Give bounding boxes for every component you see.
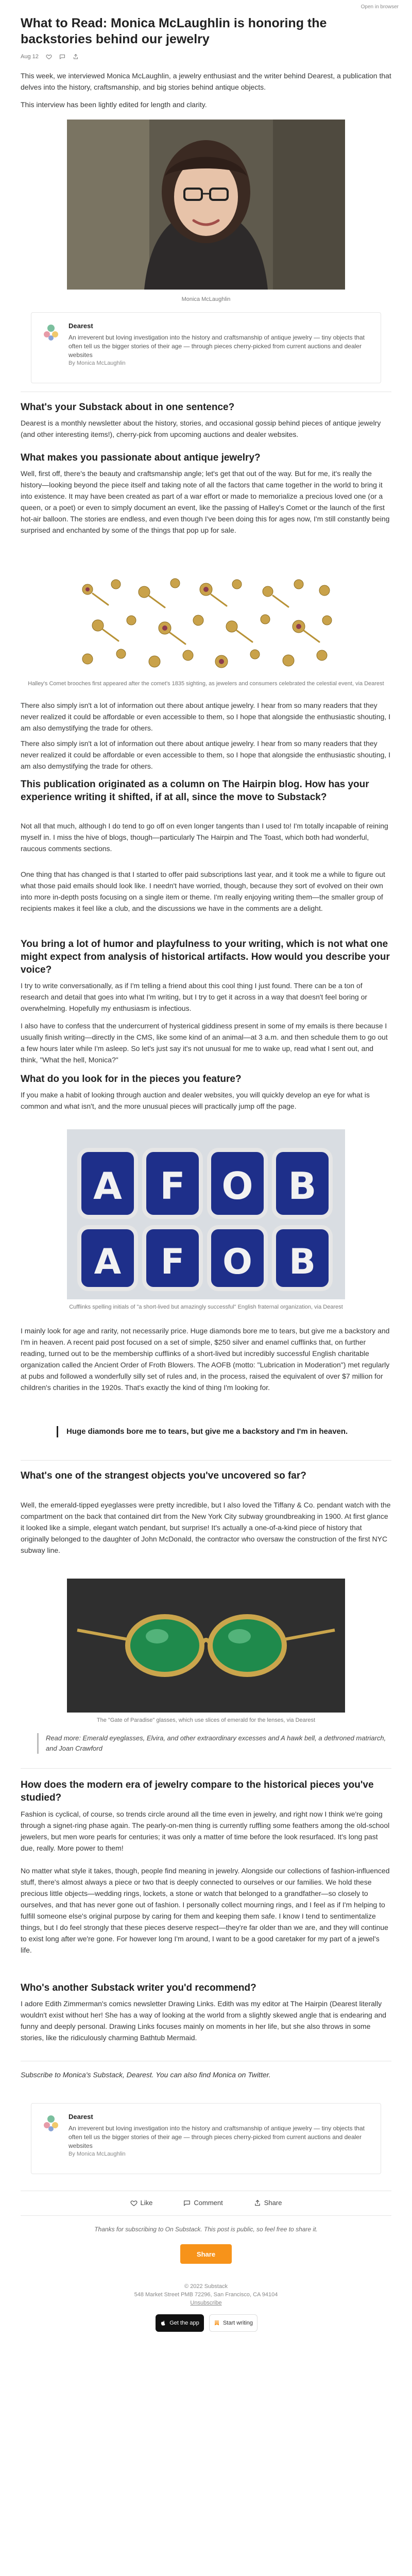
- answer-2b: There also simply isn't a lot of information out there about antique jewelry. I hear from so many readers that they never realized it could be affordable or even accessible to them, so I hope that alongside the enthusiastic shouting, I am also demystifying the trade for others.: [21, 701, 391, 732]
- unsubscribe-link[interactable]: Unsubscribe: [190, 2300, 222, 2306]
- share-post-button[interactable]: Share: [180, 2244, 232, 2264]
- question-4: You bring a lot of humor and playfulness to your writing, which is not what one might expect from analysis of historical artifacts. How would you describe your voice?: [21, 939, 390, 975]
- answer-3b: One thing that has changed is that I started to offer paid subscriptions last year, and it took me a while to figure out what those paid emails should look like. I needn't have worried, though, because they sort of evolved on their own into more in-depth posts focusing on a single item or theme. I'm really enjoying writing them—the smaller group of recipients makes it feel like a club, and the discussions we have in the comments are a delight.: [21, 870, 385, 912]
- svg-text:A: A: [94, 1242, 122, 1282]
- start-writing-button[interactable]: [209, 2314, 258, 2332]
- answer-1: Dearest is a monthly newsletter about the history, stories, and occasional gossip behind pieces of antique jewelry (and other interesting items!), cherry-pick from upcoming auctions and dealer websites.: [21, 419, 381, 438]
- cufflinks-image: [67, 1129, 345, 1299]
- share-button[interactable]: [254, 2199, 282, 2207]
- like-meta[interactable]: [46, 54, 52, 60]
- post-date: Aug 12: [21, 54, 39, 60]
- read-more-note[interactable]: Read more: Emerald eyeglasses, Elvira, and other extraordinary excesses and A hawk bell, a dethroned matriarch, and Joan Crawford: [37, 1733, 387, 1754]
- divider-2: [21, 1460, 391, 1461]
- answer-2c: There also simply isn't a lot of information out there about antique jewelry. I hear from so many readers that they never realized it could be affordable or even accessible to them, so I hope that alongside the enthusiastic shouting, I am also demystifying the trade for others.: [21, 739, 391, 770]
- svg-text:F: F: [160, 1242, 185, 1282]
- answer-5: If you make a habit of looking through auction and dealer websites, you will quickly develop an eye for what is common and what isn't, and the more unusual pieces will practically jump off the page.: [21, 1091, 370, 1110]
- brooches-image: [67, 569, 345, 677]
- dearest-logo-icon: [41, 322, 61, 343]
- comment-icon: [59, 54, 65, 60]
- question-1: What's your Substack about in one sentence?: [21, 402, 235, 413]
- publication-description: An irreverent but loving investigation into the history and craftsmanship of antique jewelry — tiny objects that often tell us the bigger stories of their age — through pieces cherry-picked from current auctions and dealer websites: [68, 334, 365, 359]
- question-7: How does the modern era of jewelry compare to the historical pieces you've studied?: [21, 1780, 374, 1803]
- like-button[interactable]: [130, 2199, 153, 2207]
- answer-4: I try to write conversationally, as if I'm telling a friend about this cool thing I just found. There can be a ton of research and detail that goes into what I'm writing, but I try to get it across in a way that doesn't feel boring or overwhelming. Hopefully my enthusiasm is infectious.: [21, 981, 368, 1012]
- subscribe-note[interactable]: Subscribe to Monica's Substack, Dearest. You can also find Monica on Twitter.: [21, 2071, 271, 2079]
- get-app-button[interactable]: [156, 2314, 204, 2332]
- brooches-caption: Halley's Comet brooches first appeared after the comet's 1835 sighting, as jewelers and consumers celebrated the celestial event, via Dearest: [28, 681, 384, 687]
- emerald-glasses-caption: The "Gate of Paradise" glasses, which use slices of emerald for the lenses, via Dearest: [96, 1717, 316, 1723]
- share-icon: [73, 54, 79, 60]
- get-app-label: Get the app: [169, 2320, 199, 2326]
- share-label: Share: [264, 2199, 282, 2207]
- divider-6: [21, 2215, 391, 2216]
- publication-card-bottom[interactable]: [31, 2103, 381, 2174]
- share-meta[interactable]: [73, 54, 79, 60]
- publication-byline: By Monica McLaughlin: [68, 2151, 126, 2157]
- comment-meta[interactable]: [59, 54, 65, 60]
- comment-label: Comment: [194, 2199, 223, 2207]
- heart-icon: [46, 54, 52, 60]
- publication-name: Dearest: [68, 322, 93, 330]
- edited-note: This interview has been lightly edited for length and clarity.: [21, 100, 207, 109]
- cufflinks-caption: Cufflinks spelling initials of "a short-lived but amazingly successful" English fraternal organization, via Dearest: [69, 1304, 343, 1310]
- portrait-photo: [67, 120, 345, 290]
- answer-6: Well, the emerald-tipped eyeglasses were pretty incredible, but I also loved the Tiffany & Co. pendant watch with the compartment on the back that contained dirt from the New York City subway groundbreaking in 1900. At first glance it looked like a simple, elegant watch pendant, but surprise! It's actually a one-of-a-kind piece of history that originally belonged to the daughter of John McDonald, the contractor who oversaw the construction of the first NYC subway line.: [21, 1501, 391, 1554]
- question-5: What do you look for in the pieces you feature?: [21, 1074, 242, 1084]
- publication-name: Dearest: [68, 2113, 93, 2121]
- post-title: What to Read: Monica McLaughlin is honoring the backstories behind our jewelry: [21, 16, 327, 46]
- intro-paragraph: This week, we interviewed Monica McLaughlin, a jewelry enthusiast and the writer behind Dearest, a publication that delves into the history, craftsmanship, and big stories behind antique objects.: [21, 72, 391, 91]
- answer-7: Fashion is cyclical, of course, so trends circle around all the time even in jewelry, and right now I think we're going through a signet-ring phase again. The pearly-on-men thing is currently ruffling some feathers among the old-school jewelers, but men wore pearls for centuries; it was only a matter of time before the look resurfaced. It's long past due, really. More power to them!: [21, 1810, 390, 1852]
- publication-description: An irreverent but loving investigation into the history and craftsmanship of antique jewelry — tiny objects that often tell us the bigger stories of their age — through pieces cherry-picked from current auctions and dealer websites: [68, 2125, 365, 2149]
- svg-text:O: O: [222, 1242, 252, 1282]
- answer-2: Well, first off, there's the beauty and craftsmanship angle; let's get that out of the way. But for me, it's really the history—looking beyond the piece itself and taking note of all the factors that came together in the world to bring it into existence. It may have been created as part of a war effort or made to memorialize a precious loved one (or a queen, or a poet) or even to simply document an event, like the passing of Halley's Comet or the launch of the first hot-air balloon. The stories are endless, and even though I've been doing this for ages now, I'm still constantly being surprised and enchanted by some of the things that pop up for sale.: [21, 469, 390, 534]
- heart-icon: [130, 2199, 138, 2207]
- answer-8: I adore Edith Zimmerman's comics newsletter Drawing Links. Edith was my editor at The Hairpin (Dearest literally wouldn't exist without her! She has a way of looking at the world from a slightly skewed angle that is endearing and funny and deeply personal. Drawing Links focuses mainly on moments in her life, but she also throws in some stories, like the ridiculously charming Bathtub Mermaid.: [21, 1999, 387, 2042]
- footer-address: 548 Market Street PMB 72296, San Francisco, CA 94104: [134, 2292, 278, 2298]
- like-label: Like: [140, 2199, 153, 2207]
- share-icon: [254, 2199, 261, 2207]
- portrait-caption: Monica McLaughlin: [181, 296, 231, 302]
- answer-5b: I mainly look for age and rarity, not necessarily price. Huge diamonds bore me to tears, but give me a backstory and I'm in heaven. A recent paid post focused on a set of simple, $250 silver and enamel cufflinks that, on further reading, turned out to be the membership cufflinks of a short-lived but incredibly successful English charitable organization called the Ancient Order of Froth Blowers. The AOFB (motto: "Lubrication in Moderation") met regularly at pubs and followed a wonderfully silly set of rules and, in the process, raised the equivalent of over $7 million for children's charities in the 1920s. That's exactly the kind of thing I'm looking for.: [21, 1327, 390, 1392]
- question-6: What's one of the strangest objects you've uncovered so far?: [21, 1470, 306, 1481]
- publication-byline: By Monica McLaughlin: [68, 360, 126, 366]
- svg-text:B: B: [289, 1242, 316, 1282]
- comment-icon: [183, 2199, 191, 2207]
- question-2: What makes you passionate about antique jewelry?: [21, 452, 261, 463]
- svg-text:F: F: [160, 1164, 185, 1208]
- substack-logo-icon: [214, 2320, 220, 2326]
- comment-button[interactable]: [183, 2199, 222, 2207]
- post-meta: [21, 54, 79, 60]
- dearest-logo-icon: [41, 2113, 61, 2133]
- answer-3: Not all that much, although I do tend to go off on even longer tangents than I used to! I'm totally incapable of reining myself in. I miss the hive of blogs, though—particularly The Hairpin and The Toast, which both had wonderful, raucous comments sections.: [21, 822, 388, 853]
- divider-3: [21, 1768, 391, 1769]
- svg-text:B: B: [288, 1164, 317, 1208]
- start-writing-label: Start writing: [222, 2320, 253, 2326]
- emerald-glasses-image: [67, 1579, 345, 1713]
- question-8: Who's another Substack writer you'd recommend?: [21, 1982, 256, 1993]
- thanks-note: Thanks for subscribing to On Substack. This post is public, so feel free to share it.: [94, 2226, 318, 2233]
- apple-icon: [160, 2320, 166, 2326]
- svg-text:A: A: [93, 1164, 122, 1208]
- answer-7b: No matter what style it takes, though, people find meaning in jewelry. Alongside our collections of fashion-influenced stuff, there's almost always a piece or two that is deeply connected to ourselves or our families. We hold these precious little objects—wedding rings, lockets, a stone or watch that belonged to a grandfather—so closely to ourselves, and that has never gone out of fashion. I personally collect mourning rings, and I feel as if I'm helping to fulfill someone else's original purpose by caring for them and keeping them safe. I know I tend to sentimentalize things, but I do feel strongly that these pieces deserve respect—they're far older than we are, and they will continue to exist long after we're gone. For however long I'm around, I want to be a good caretaker for my part of a jewel's life.: [21, 1867, 390, 1954]
- answer-4b: I also have to confess that the undercurrent of hysterical giddiness present in some of my emails is there because I usually finish writing—directly in the CMS, like some kind of an animal—at 3 a.m. and then schedule them to go out a few hours later while I'm asleep. So let's just say it's not unusual for me to wake up, read what I sent out, and think, "What the hell, Monica?": [21, 1022, 388, 1064]
- open-in-browser-link[interactable]: Open in browser: [360, 4, 399, 10]
- question-3: This publication originated as a column on The Hairpin blog. How has your experience writing it shifted, if at all, since the move to Substack?: [21, 779, 369, 803]
- footer-copyright: © 2022 Substack: [184, 2283, 228, 2290]
- svg-text:O: O: [221, 1164, 253, 1208]
- pull-quote: Huge diamonds bore me to tears, but give me a backstory and I'm in heaven.: [57, 1426, 355, 1437]
- publication-card[interactable]: [31, 312, 381, 383]
- post-actions: [0, 2199, 412, 2207]
